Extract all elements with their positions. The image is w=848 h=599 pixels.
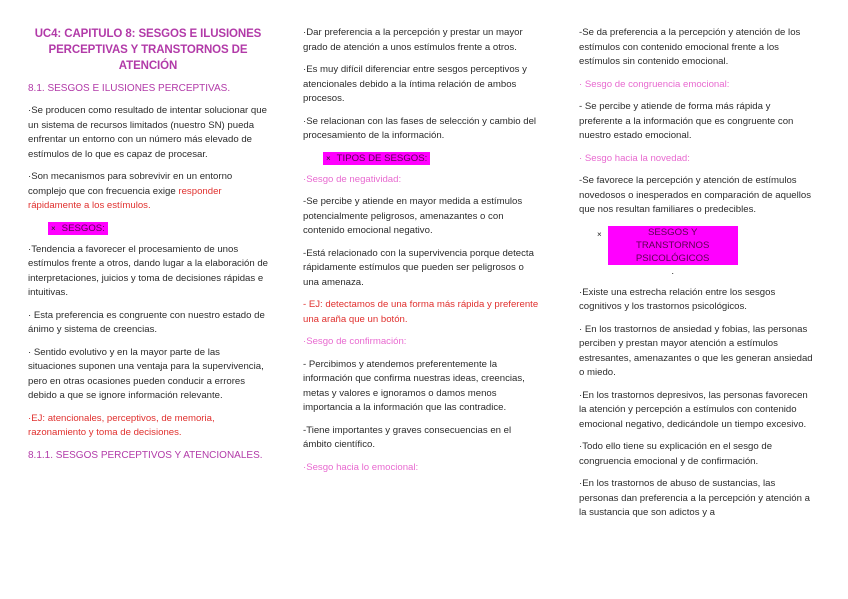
paragraph: ·En los trastornos depresivos, las personas favorecen la atención y percepción a estímulos con contenido emocional negativo, dedicándole un tiempo excesivo. xyxy=(579,389,808,430)
column-left xyxy=(28,26,268,471)
column-middle xyxy=(303,26,541,483)
paragraph: · Sentido evolutivo y en la mayor parte de las situaciones suponen una ventaja para la supervivencia, pero en otras ocasiones pueden conducir a errores debido a que se ignore información relevante. xyxy=(28,346,264,401)
highlight-group xyxy=(608,226,738,278)
example-paragraph: - EJ: detectamos de una forma más rápida y preferente una araña que un botón. xyxy=(303,299,539,325)
highlight-tail: . xyxy=(671,265,674,277)
highlight-box xyxy=(48,222,108,235)
highlight-heading-sesgos xyxy=(28,222,268,235)
paragraph: ·Se producen como resultado de intentar solucionar que un sistema de recursos limitados (nuestro SN) pueda enfrentar un entorno con un número más elevado de estímulos de lo que es capaz de procesar. xyxy=(28,105,267,160)
paragraph: ·Todo ello tiene su explicación en el sesgo de congruencia emocional y de confirmación. xyxy=(579,441,773,467)
paragraph: - Percibimos y atendemos preferentemente la información que confirma nuestras ideas, creencias, metas y valores e ignoramos o damos menos importancia a la información que las contradice. xyxy=(303,358,525,413)
subheading-negatividad: ·Sesgo de negatividad: xyxy=(303,173,402,185)
paragraph: ·Se relacionan con las fases de selección y cambio del procesamiento de la información. xyxy=(303,115,537,141)
paragraph: ·Es muy difícil diferenciar entre sesgos perceptivos y atencionales debido a la íntima relación de ambos procesos. xyxy=(303,64,527,104)
paragraph: -Se percibe y atiende en mayor medida a estímulos potencialmente peligrosos, amenazantes o con contenido emocional negativo. xyxy=(303,196,523,236)
highlight-label: TIPOS DE SESGOS: xyxy=(336,152,428,164)
highlight-box xyxy=(323,152,430,165)
paragraph: · Esta preferencia es congruente con nuestro estado de ánimo y sistema de creencias. xyxy=(28,309,265,335)
paragraph: ·En los trastornos de abuso de sustancias, las personas dan preferencia a la percepción y atención a la sustancia que son adictos y a xyxy=(579,478,810,518)
highlight-label: SESGOS: xyxy=(61,222,105,234)
section-heading: 8.1. SESGOS E ILUSIONES PERCEPTIVAS. xyxy=(28,83,231,94)
highlight-heading-tipos xyxy=(303,152,541,165)
bullet-x-icon: × xyxy=(51,223,56,233)
column-right xyxy=(579,26,815,529)
bullet-x-icon: × xyxy=(597,229,602,239)
paragraph: ·Existe una estrecha relación entre los sesgos cognitivos y los trastornos psicológicos. xyxy=(579,286,776,312)
highlight-label: SESGOS Y TRANSTORNOS PSICOLÓGICOS xyxy=(608,226,738,265)
paragraph: ·Tendencia a favorecer el procesamiento de unos estímulos frente a otros, dando lugar a la elaboración de interpretaciones, juicios y toma de decisiones rápidas e intuitivas. xyxy=(28,243,268,298)
subsection-heading: 8.1.1. SESGOS PERCEPTIVOS Y ATENCIONALES. xyxy=(28,449,263,461)
paragraph: -Se da preferencia a la percepción y atención de los estímulos con contenido emocional frente a los estímulos sin contenido emocional. xyxy=(579,27,801,67)
bullet-x-icon: × xyxy=(326,153,331,163)
paragraph: -Tiene importantes y graves consecuencias en el ámbito científico. xyxy=(303,424,512,450)
paragraph: · En los trastornos de ansiedad y fobias, las personas perciben y prestan mayor atención a estímulos estresantes, amenazantes o que les generan ansiedad o miedo. xyxy=(579,323,813,378)
paragraph xyxy=(28,170,268,214)
paragraph-text: ·Son mecanismos para sobrevivir en un entorno complejo que con frecuencia exige xyxy=(28,171,233,197)
subheading-congruencia: · Sesgo de congruencia emocional: xyxy=(579,78,730,90)
paragraph: -Está relacionado con la supervivencia porque detecta rápidamente estímulos que pueden ser peligrosos o una amenaza. xyxy=(303,247,534,288)
example-paragraph: ·EJ: atencionales, perceptivos, de memoria, razonamiento y toma de decisiones. xyxy=(28,412,215,438)
paragraph: - Se percibe y atiende de forma más rápida y preferente a la información que es congruente con nuestro estado emocional. xyxy=(579,101,794,141)
paragraph: -Se favorece la percepción y atención de estímulos novedosos o inesperados en comparación de aquellos que nos resultan familiares o predecibles. xyxy=(579,175,812,215)
highlight-heading-trastornos xyxy=(579,226,815,278)
page-title: UC4: CAPITULO 8: SESGOS E ILUSIONES PERCEPTIVAS Y TRANSTORNOS DE ATENCIÓN xyxy=(34,28,262,72)
subheading-confirmacion: ·Sesgo de confirmación: xyxy=(303,336,407,347)
highlighted-text: responder rápidamente a los estímulos. xyxy=(28,185,222,211)
subheading-emocional: ·Sesgo hacia lo emocional: xyxy=(303,461,419,473)
paragraph: ·Dar preferencia a la percepción y prestar un mayor grado de atención a unos estímulos frente a otros. xyxy=(303,27,523,53)
subheading-novedad: · Sesgo hacia la novedad: xyxy=(579,152,690,164)
